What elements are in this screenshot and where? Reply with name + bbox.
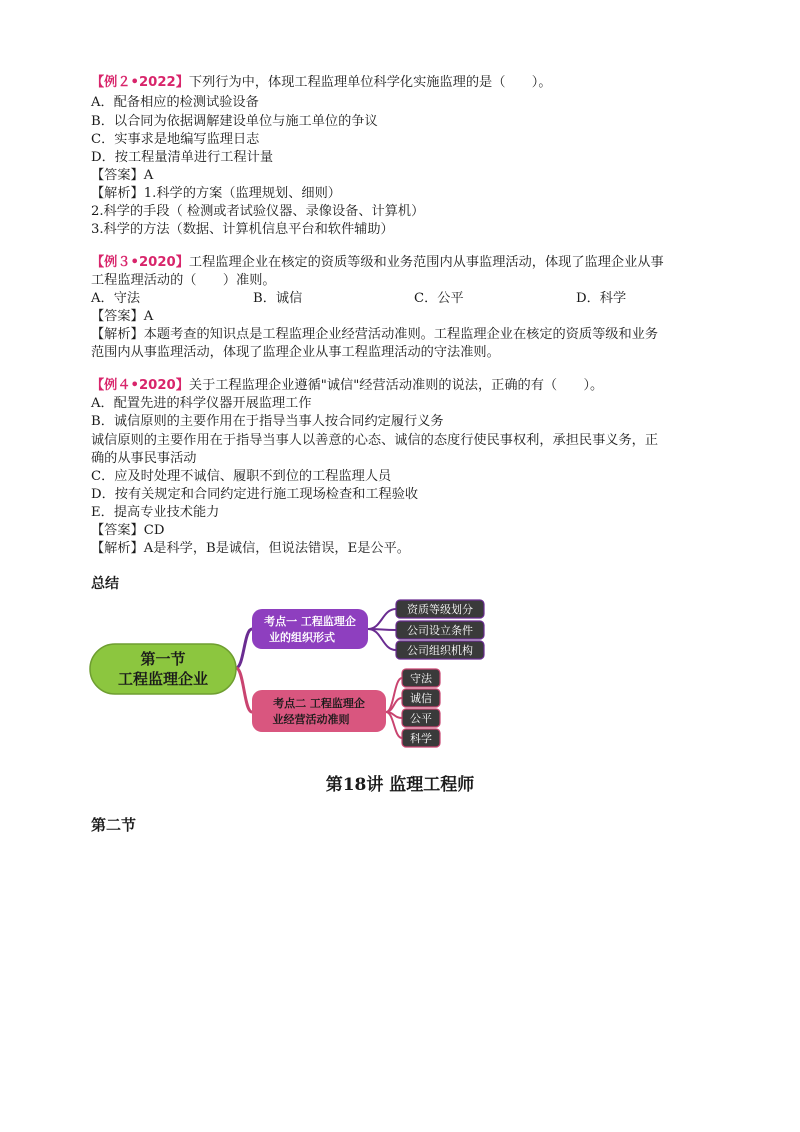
- mindmap-leaf: [402, 729, 440, 747]
- example2-question-text: 下列行为中，体现工程监理单位科学化实施监理的是（ ）。: [188, 75, 552, 90]
- example2-option-d: D．按工程量清单进行工程计量: [91, 150, 274, 165]
- example2-analysis-3: 3.科学的方法（数据、计算机信息平台和软件辅助）: [91, 222, 394, 237]
- mindmap-branch1-node: [252, 609, 368, 649]
- example3-question-2: 工程监理活动的（ ）准则。: [91, 273, 276, 288]
- example4-answer: 【答案】CD: [91, 523, 165, 538]
- example4-question: [91, 377, 603, 395]
- mindmap-leaf: [396, 621, 484, 639]
- example3-analysis-1: 【解析】本题考查的知识点是工程监理企业经营活动准则。工程监理企业在核定的资质等级和业务: [91, 327, 659, 342]
- example4-line-7: E．提高专业技术能力: [91, 505, 220, 520]
- example3-option-c: C．公平: [414, 291, 464, 306]
- example2-question: [91, 74, 552, 92]
- connector-root-branch1: [236, 629, 252, 668]
- mindmap-leaf-text: 诚信: [410, 692, 432, 705]
- example2-analysis-2: 2.科学的手段（ 检测或者试验仪器、录像设备、计算机）: [91, 204, 425, 219]
- connector-root-branch2: [236, 668, 252, 712]
- example3-option-a: A．守法: [91, 291, 141, 306]
- example3-analysis-2: 范围内从事监理活动，体现了监理企业从事工程监理活动的守法准则。: [91, 345, 500, 360]
- example4-line-2: B．诚信原则的主要作用在于指导当事人按合同约定履行义务: [91, 414, 444, 429]
- example3-option-d: D．科学: [576, 291, 627, 306]
- example4-analysis: 【解析】A是科学，B是诚信，但说法错误，E是公平。: [91, 541, 410, 556]
- example4-tag: 【例４•2020】: [91, 378, 189, 393]
- section-title: 第二节: [91, 816, 137, 834]
- lecture-title: 第18讲 监理工程师: [325, 775, 475, 795]
- mindmap-leaf-text: 公平: [410, 712, 432, 725]
- example2-analysis-1: 【解析】1.科学的方案（监理规划、细则）: [91, 186, 341, 201]
- mindmap-leaf-text: 资质等级划分: [407, 603, 473, 616]
- connector-b1-leaf1: [368, 609, 396, 629]
- mindmap-root-line1: 第一节: [140, 650, 186, 668]
- mindmap-leaf: [396, 600, 484, 618]
- example4-line-5: C．应及时处理不诚信、履职不到位的工程监理人员: [91, 469, 392, 484]
- mindmap-leaf-text: 守法: [410, 672, 432, 685]
- mindmap-leaf: [402, 669, 440, 687]
- mindmap-leaf: [402, 689, 440, 707]
- example4-question-text: 关于工程监理企业遵循"诚信"经营活动准则的说法，正确的有（ ）。: [188, 378, 604, 393]
- mindmap-branch2-line2: 业经营活动准则: [272, 713, 350, 726]
- mindmap-leaf: [396, 641, 484, 659]
- mindmap-root-line2: 工程监理企业: [117, 670, 209, 688]
- mindmap-branch1-line2: 业的组织形式: [269, 631, 335, 644]
- example3-question-1: [91, 254, 664, 272]
- mindmap-branch1-line1: 考点一 工程监理企: [264, 615, 356, 628]
- example2-option-b: B．以合同为依据调解建设单位与施工单位的争议: [91, 114, 378, 129]
- example4-line-4: 确的从事民事活动: [91, 451, 197, 466]
- example4-line-3: 诚信原则的主要作用在于指导当事人以善意的心态、诚信的态度行使民事权利，承担民事义务，正: [91, 433, 659, 448]
- example4-line-1: A．配置先进的科学仪器开展监理工作: [91, 396, 312, 411]
- mindmap-branch2-line1: 考点二 工程监理企: [273, 697, 365, 710]
- mindmap-leaf-text: 公司组织机构: [407, 644, 473, 657]
- example2-answer: 【答案】A: [91, 168, 154, 183]
- example3-question-text: 工程监理企业在核定的资质等级和业务范围内从事监理活动，体现了监理企业从事: [188, 255, 664, 270]
- mindmap-branch2-node: [252, 690, 386, 732]
- example3-option-b: B．诚信: [253, 291, 303, 306]
- example2-tag: 【例２•2022】: [91, 75, 189, 90]
- example2-option-c: C．实事求是地编写监理日志: [91, 132, 260, 147]
- example3-answer: 【答案】A: [91, 309, 154, 324]
- example2-option-a: A．配备相应的检测试验设备: [91, 95, 259, 110]
- example3-tag: 【例３•2020】: [91, 255, 189, 270]
- mindmap-leaf-text: 公司设立条件: [407, 624, 473, 637]
- mindmap-leaf: [402, 709, 440, 727]
- example4-line-6: D．按有关规定和合同约定进行施工现场检查和工程验收: [91, 487, 419, 502]
- summary-mindmap: [0, 595, 800, 755]
- mindmap-root-node: [90, 644, 236, 694]
- connector-b1-leaf3: [368, 629, 396, 650]
- mindmap-leaf-text: 科学: [410, 732, 432, 745]
- summary-label: 总结: [91, 576, 119, 592]
